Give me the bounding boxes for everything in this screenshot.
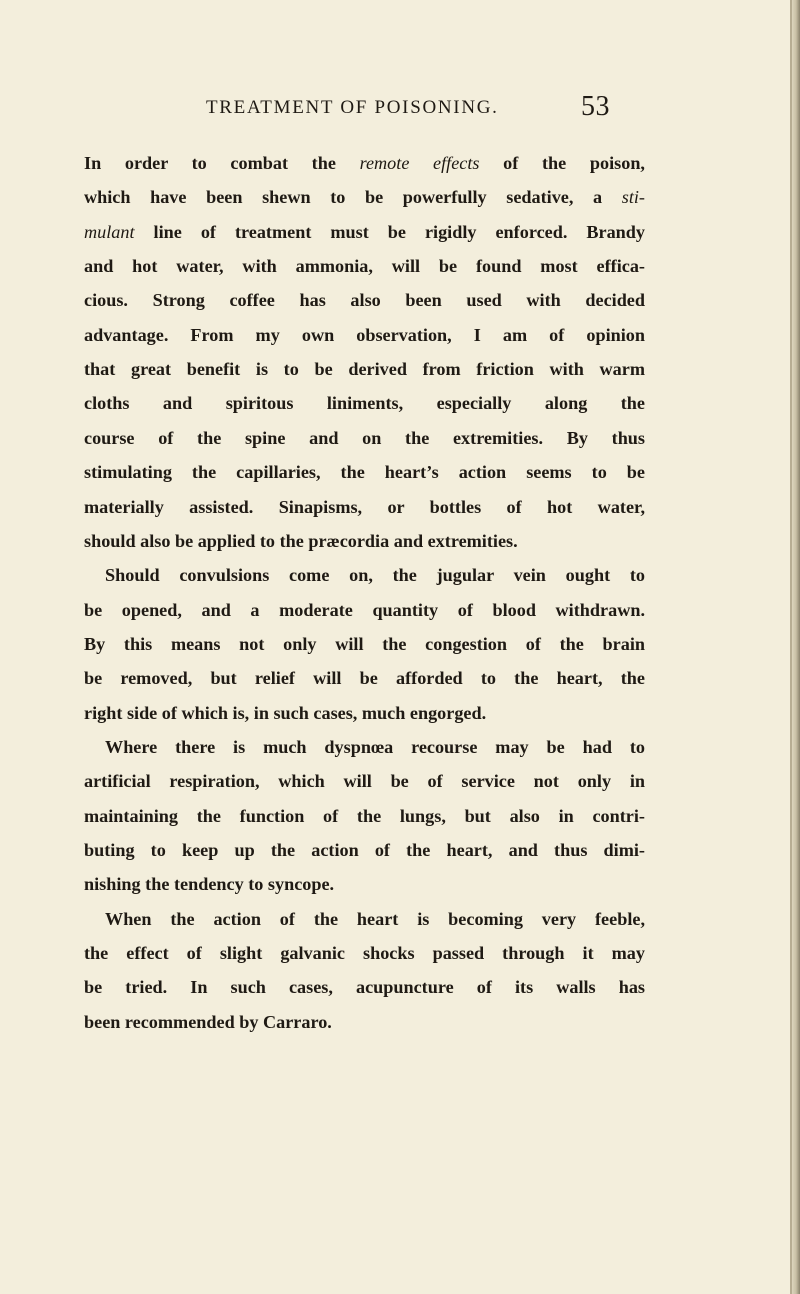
text-line xyxy=(84,283,645,317)
text-run: of the poison, xyxy=(479,153,645,173)
text-run: stimulating the capillaries, the heart’s action seems to be xyxy=(84,462,645,483)
text-line xyxy=(84,352,645,386)
text-line xyxy=(84,421,645,455)
text-run: nishing the tendency to syncope. xyxy=(84,874,335,895)
text-run: In order to combat the xyxy=(84,153,360,173)
running-head: TREATMENT OF POISONING. xyxy=(206,97,499,118)
text-line xyxy=(84,661,645,695)
text-run: Where there is much dyspnœa recourse may be had to xyxy=(105,736,645,757)
text-run: By this means not only will the congestion of the brain xyxy=(84,633,645,654)
text-line xyxy=(84,490,645,524)
text-run: cious. Strong coffee has also been used with decided xyxy=(84,290,645,311)
text-line xyxy=(84,764,645,798)
page-number: 53 xyxy=(581,91,610,122)
text-run: right side of which is, in such cases, much engorged. xyxy=(84,702,487,723)
text-line xyxy=(84,696,645,730)
text-line xyxy=(84,524,645,558)
italic-run: sti- xyxy=(621,187,645,208)
text-run: be opened, and a moderate quantity of blood withdrawn. xyxy=(84,599,645,620)
text-run: been recommended by Carraro. xyxy=(84,1011,332,1032)
text-run: buting to keep up the action of the heart, and thus dimi- xyxy=(84,840,645,860)
text-line xyxy=(84,249,645,283)
italic-run: mulant xyxy=(84,221,135,242)
text-line xyxy=(84,593,645,627)
italic-run: remote effects xyxy=(359,153,480,173)
text-line xyxy=(84,386,645,420)
text-run: artificial respiration, which will be of service not only in xyxy=(84,771,645,792)
text-line xyxy=(105,902,645,936)
text-run: be tried. In such cases, acupuncture of its walls has xyxy=(84,977,645,998)
text-line xyxy=(84,215,645,249)
page-edge xyxy=(790,0,800,1294)
text-run: the effect of slight galvanic shocks passed through it may xyxy=(84,943,645,964)
text-run: course of the spine and on the extremities. By thus xyxy=(84,427,645,448)
text-run: should also be applied to the præcordia and extremities. xyxy=(84,530,518,551)
text-run: be removed, but relief will be afforded to the heart, the xyxy=(84,668,645,689)
text-line xyxy=(84,833,645,867)
text-line xyxy=(84,799,645,833)
text-run: maintaining the function of the lungs, but also in contri- xyxy=(84,805,645,826)
text-run: that great benefit is to be derived from friction with warm xyxy=(84,359,645,380)
text-line xyxy=(105,730,645,764)
text-run: advantage. From my own observation, I am of opinion xyxy=(84,324,645,345)
text-line xyxy=(84,867,645,901)
text-line xyxy=(84,936,645,970)
text-line xyxy=(84,146,645,180)
page-header xyxy=(0,91,800,137)
text-run: When the action of the heart is becoming very feeble, xyxy=(105,908,645,929)
text-run: which have been shewn to be powerfully sedative, a xyxy=(84,187,622,208)
text-line xyxy=(84,627,645,661)
text-run: line of treatment must be rigidly enforced. Brandy xyxy=(134,221,645,242)
text-run: materially assisted. Sinapisms, or bottles of hot water, xyxy=(84,496,645,517)
text-line xyxy=(105,558,645,592)
text-run: and hot water, with ammonia, will be found most effica- xyxy=(84,256,645,277)
text-line xyxy=(84,180,645,214)
text-line xyxy=(84,1005,645,1039)
text-run: cloths and spiritous liniments, especially along the xyxy=(84,393,645,414)
text-run: Should convulsions come on, the jugular vein ought to xyxy=(105,565,645,586)
text-line xyxy=(84,318,645,352)
text-line xyxy=(84,455,645,489)
text-line xyxy=(84,970,645,1004)
